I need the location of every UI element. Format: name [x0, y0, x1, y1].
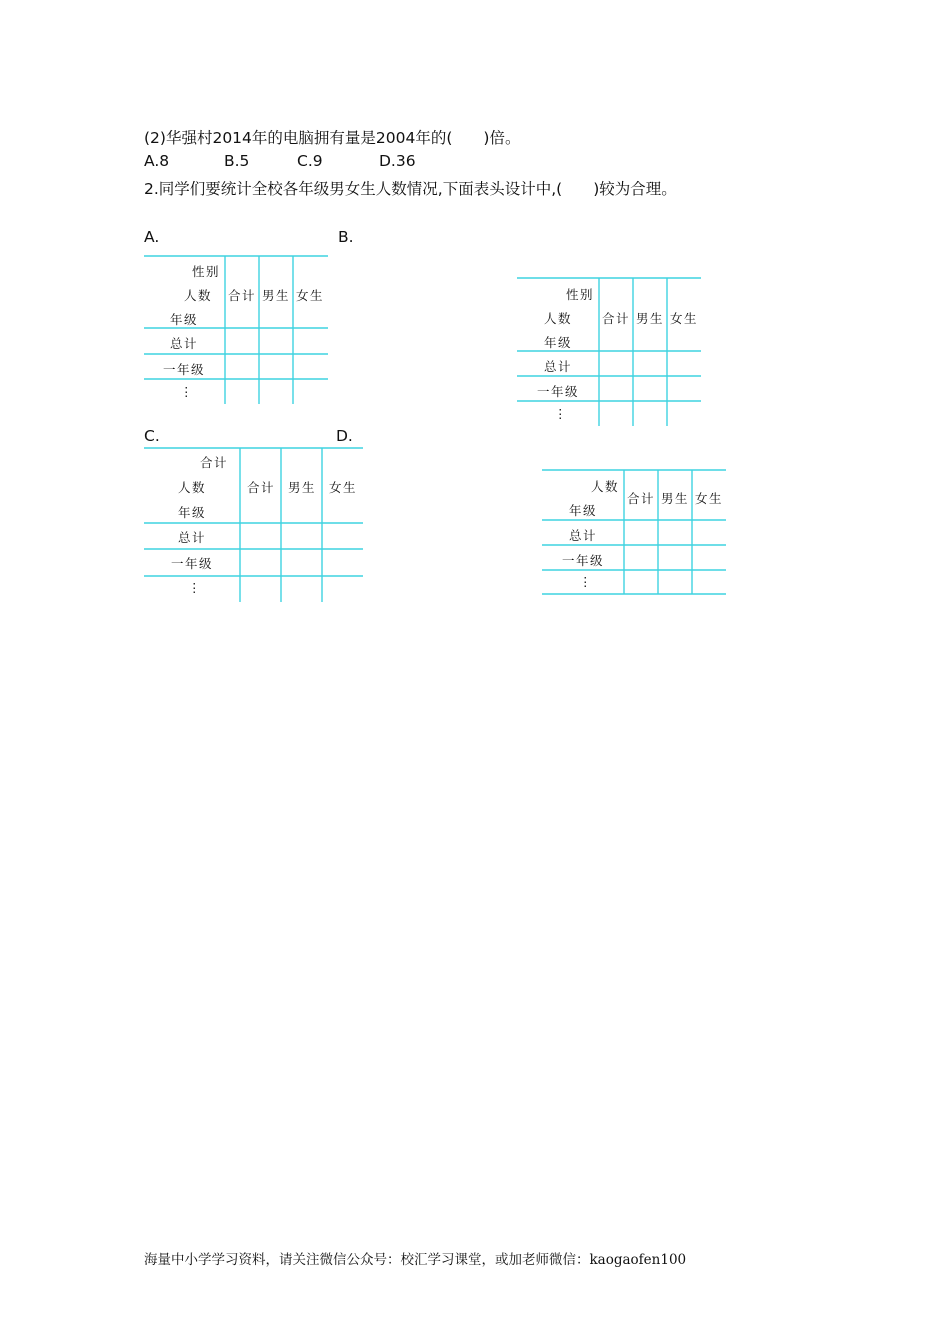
- col-total: 合计: [602, 311, 631, 326]
- col-girls: 女生: [670, 311, 699, 326]
- option-a: A.8: [144, 152, 170, 170]
- col-girls: 女生: [329, 480, 358, 495]
- table-c-grid: [144, 448, 363, 602]
- col-total: 合计: [247, 480, 276, 495]
- col-total: 合计: [627, 491, 656, 506]
- header-count: 人数: [178, 480, 207, 495]
- header-count: 人数: [591, 479, 620, 494]
- row-more: ⋮: [554, 406, 568, 421]
- col-boys: 男生: [661, 491, 690, 506]
- header-count: 人数: [184, 288, 213, 303]
- row-total: 总计: [544, 359, 573, 374]
- choice-a-label: A.: [144, 228, 160, 246]
- row-more: ⋮: [180, 384, 194, 399]
- table-c: [144, 448, 363, 602]
- question-1-part-2: (2)华强村2014年的电脑拥有量是2004年的( )倍。: [144, 129, 521, 147]
- table-a: [144, 256, 328, 404]
- row-total: 总计: [569, 528, 598, 543]
- table-b-grid: [517, 278, 701, 426]
- col-total: 合计: [228, 288, 257, 303]
- header-gender: 性别: [566, 287, 595, 302]
- row-total: 总计: [178, 530, 207, 545]
- question-2: 2.同学们要统计全校各年级男女生人数情况,下面表头设计中,( )较为合理。: [144, 180, 677, 198]
- option-b: B.5: [224, 152, 250, 170]
- row-total: 总计: [170, 336, 199, 351]
- row-more: ⋮: [188, 580, 202, 595]
- row-grade-1: 一年级: [537, 384, 580, 399]
- row-grade-1: 一年级: [163, 362, 206, 377]
- choice-d-label: D.: [336, 427, 353, 445]
- option-c: C.9: [297, 152, 323, 170]
- header-grade: 年级: [170, 312, 199, 327]
- choice-c-label: C.: [144, 427, 160, 445]
- table-d: [542, 470, 726, 595]
- col-boys: 男生: [636, 311, 665, 326]
- header-count: 人数: [544, 311, 573, 326]
- table-a-grid: [144, 256, 328, 404]
- header-grade: 年级: [544, 335, 573, 350]
- option-d: D.36: [379, 152, 416, 170]
- header-total: 合计: [200, 455, 229, 470]
- col-girls: 女生: [296, 288, 325, 303]
- col-boys: 男生: [288, 480, 317, 495]
- row-grade-1: 一年级: [171, 556, 214, 571]
- header-gender: 性别: [192, 264, 221, 279]
- footer-note: 海量中小学学习资料，请关注微信公众号：校汇学习课堂，或加老师微信：kaogaofen100: [144, 1252, 687, 1268]
- row-grade-1: 一年级: [562, 553, 605, 568]
- col-boys: 男生: [262, 288, 291, 303]
- header-grade: 年级: [178, 505, 207, 520]
- col-girls: 女生: [695, 491, 724, 506]
- choice-b-label: B.: [338, 228, 354, 246]
- row-more: ⋮: [579, 574, 593, 589]
- table-b: [517, 278, 701, 426]
- header-grade: 年级: [569, 503, 598, 518]
